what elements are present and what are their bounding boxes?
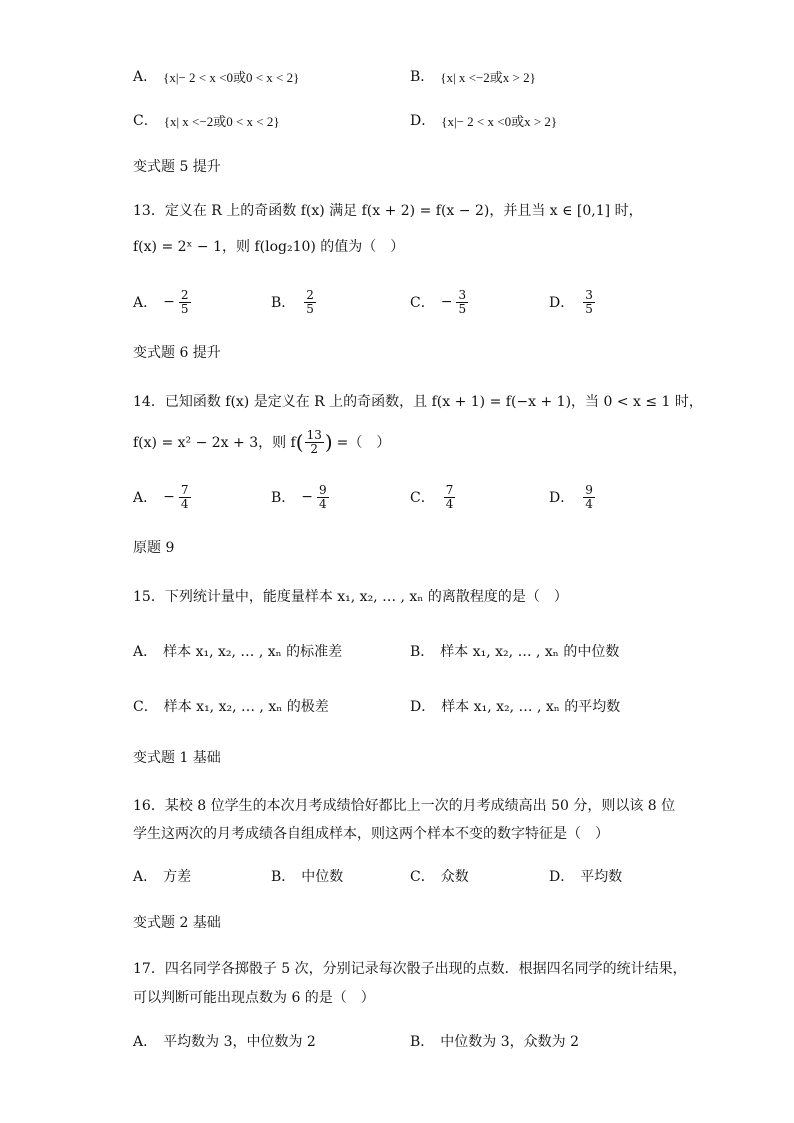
option-label: B． bbox=[410, 69, 435, 85]
q13-option-a[interactable] bbox=[133, 285, 194, 319]
q17-options-row-1 bbox=[133, 1026, 693, 1056]
section-heading: 变式题 2 基础 bbox=[133, 915, 221, 931]
q15-option-a[interactable] bbox=[133, 636, 342, 666]
q14-stem-tail: =（ ） bbox=[336, 435, 391, 451]
fraction-numerator: 9 bbox=[319, 482, 327, 497]
q14-option-d[interactable] bbox=[549, 480, 598, 514]
q16-options bbox=[133, 861, 693, 891]
q13-options bbox=[133, 285, 693, 319]
q14-option-c[interactable] bbox=[410, 480, 458, 514]
fraction-numerator: 3 bbox=[458, 287, 467, 302]
option-text: 平均数 bbox=[580, 869, 623, 885]
option-fraction bbox=[179, 289, 191, 316]
q17-option-b[interactable] bbox=[410, 1026, 579, 1056]
option-sign: − bbox=[440, 294, 453, 310]
fraction-numerator: 7 bbox=[445, 482, 454, 497]
option-fraction bbox=[317, 484, 329, 511]
paren-right: ) bbox=[324, 430, 333, 454]
section-heading: 变式题 1 基础 bbox=[133, 750, 221, 766]
paren-left: ( bbox=[295, 430, 304, 454]
q16-option-c[interactable] bbox=[410, 861, 469, 891]
option-text: {x| x <−2或0 < x < 2} bbox=[163, 113, 280, 129]
option-label: C． bbox=[410, 490, 435, 506]
fraction-denominator: 2 bbox=[310, 441, 319, 456]
q13-option-c[interactable] bbox=[410, 285, 471, 319]
option-label: C． bbox=[133, 113, 158, 129]
option-text: 样本 x₁, x₂, … , xₙ 的中位数 bbox=[440, 644, 620, 660]
fraction-denominator: 5 bbox=[585, 301, 593, 316]
fraction-denominator: 4 bbox=[585, 496, 593, 511]
fraction-numerator: 13 bbox=[306, 427, 322, 442]
q14-option-a[interactable] bbox=[133, 480, 194, 514]
q13-stem-line-1: 13．定义在 R 上的奇函数 f(x) 满足 f(x + 2) = f(x − 2)，并且当 x ∈ [0,1] 时， bbox=[133, 203, 643, 219]
q12-options-row-1 bbox=[133, 61, 693, 91]
fraction-denominator: 5 bbox=[306, 301, 314, 316]
option-label: C． bbox=[133, 699, 158, 715]
option-text: 中位数为 3，众数为 2 bbox=[440, 1034, 580, 1050]
option-label: D． bbox=[549, 295, 575, 311]
q12-option-a[interactable] bbox=[133, 61, 299, 91]
q15-options-row-1 bbox=[133, 636, 693, 666]
option-label: C． bbox=[410, 869, 435, 885]
q16-stem-line-1: 16．某校 8 位学生的本次月考成绩恰好都比上一次的月考成绩高出 50 分，则以该 8 位 bbox=[133, 798, 676, 814]
q13-option-b[interactable] bbox=[271, 285, 319, 319]
fraction-numerator: 2 bbox=[180, 287, 189, 302]
section-heading: 变式题 6 提升 bbox=[133, 345, 221, 361]
q14-stem-fraction bbox=[305, 429, 324, 456]
option-label: A． bbox=[133, 1034, 158, 1050]
fraction-numerator: 7 bbox=[180, 482, 189, 497]
fraction-denominator: 4 bbox=[319, 496, 327, 511]
q12-option-d[interactable] bbox=[410, 105, 557, 135]
option-text: {x|− 2 < x <0或0 < x < 2} bbox=[163, 69, 300, 85]
option-label: B． bbox=[271, 490, 296, 506]
q17-stem-line-1: 17．四名同学各掷骰子 5 次，分别记录每次骰子出现的点数．根据四名同学的统计结果， bbox=[133, 961, 687, 977]
option-text: 方差 bbox=[163, 869, 192, 885]
option-label: D． bbox=[549, 490, 575, 506]
option-fraction bbox=[583, 289, 595, 316]
q12-option-c[interactable] bbox=[133, 105, 280, 135]
q15-option-d[interactable] bbox=[410, 691, 620, 721]
q14-stem-line-1: 14．已知函数 f(x) 是定义在 R 上的奇函数，且 f(x + 1) = f(−x + 1)，当 0 < x ≤ 1 时， bbox=[133, 394, 703, 410]
q15-options-row-2 bbox=[133, 691, 693, 721]
option-label: B． bbox=[271, 295, 296, 311]
option-fraction bbox=[456, 289, 468, 316]
option-sign: − bbox=[301, 489, 314, 505]
option-label: B． bbox=[271, 869, 296, 885]
option-fraction bbox=[304, 289, 316, 316]
q14-option-b[interactable] bbox=[271, 480, 332, 514]
q16-option-b[interactable] bbox=[271, 861, 343, 891]
fraction-numerator: 9 bbox=[585, 482, 593, 497]
option-text: 样本 x₁, x₂, … , xₙ 的标准差 bbox=[163, 644, 343, 660]
option-label: A． bbox=[133, 869, 158, 885]
q15-stem: 15．下列统计量中，能度量样本 x₁, x₂, … , xₙ 的离散程度的是（ ） bbox=[133, 589, 568, 605]
option-text: {x|− 2 < x <0或x > 2} bbox=[441, 113, 558, 129]
q14-stem-line-2 bbox=[133, 425, 390, 459]
option-label: A． bbox=[133, 644, 158, 660]
option-label: B． bbox=[410, 644, 435, 660]
q13-stem-line-2: f(x) = 2ˣ − 1，则 f(log₂10) 的值为（ ） bbox=[133, 239, 405, 255]
option-text: 众数 bbox=[440, 869, 469, 885]
q16-stem-line-2: 学生这两次的月考成绩各自组成样本，则这两个样本不变的数字特征是（ ） bbox=[133, 826, 609, 842]
q17-stem-line-2: 可以判断可能出现点数为 6 的是（ ） bbox=[133, 990, 375, 1006]
option-label: D． bbox=[410, 699, 436, 715]
option-text: {x| x <−2或x > 2} bbox=[440, 69, 536, 85]
q16-option-a[interactable] bbox=[133, 861, 191, 891]
option-fraction bbox=[583, 484, 595, 511]
option-text: 样本 x₁, x₂, … , xₙ 的平均数 bbox=[441, 699, 621, 715]
q16-option-d[interactable] bbox=[549, 861, 622, 891]
option-label: B． bbox=[410, 1034, 435, 1050]
q13-option-d[interactable] bbox=[549, 285, 598, 319]
fraction-numerator: 3 bbox=[585, 287, 593, 302]
q12-option-b[interactable] bbox=[410, 61, 536, 91]
option-text: 中位数 bbox=[301, 869, 344, 885]
option-fraction bbox=[444, 484, 456, 511]
section-heading: 原题 9 bbox=[133, 540, 175, 556]
option-label: A． bbox=[133, 69, 158, 85]
fraction-denominator: 5 bbox=[458, 301, 467, 316]
option-sign: − bbox=[163, 489, 175, 505]
fraction-numerator: 2 bbox=[306, 287, 314, 302]
option-fraction bbox=[179, 484, 191, 511]
option-label: D． bbox=[549, 869, 575, 885]
option-label: D． bbox=[410, 113, 436, 129]
q14-options bbox=[133, 480, 693, 514]
q17-option-a[interactable] bbox=[133, 1026, 316, 1056]
option-label: A． bbox=[133, 490, 158, 506]
q15-option-b[interactable] bbox=[410, 636, 619, 666]
option-text: 样本 x₁, x₂, … , xₙ 的极差 bbox=[163, 699, 329, 715]
q15-option-c[interactable] bbox=[133, 691, 329, 721]
fraction-denominator: 4 bbox=[180, 496, 189, 511]
option-sign: − bbox=[163, 294, 175, 310]
option-text: 平均数为 3，中位数为 2 bbox=[163, 1034, 316, 1050]
fraction-denominator: 5 bbox=[180, 301, 189, 316]
q12-options-row-2 bbox=[133, 105, 693, 135]
option-label: C． bbox=[410, 295, 435, 311]
fraction-denominator: 4 bbox=[445, 496, 454, 511]
section-heading: 变式题 5 提升 bbox=[133, 159, 221, 175]
option-label: A． bbox=[133, 295, 158, 311]
q14-stem-text: f(x) = x² − 2x + 3，则 f bbox=[133, 435, 296, 451]
